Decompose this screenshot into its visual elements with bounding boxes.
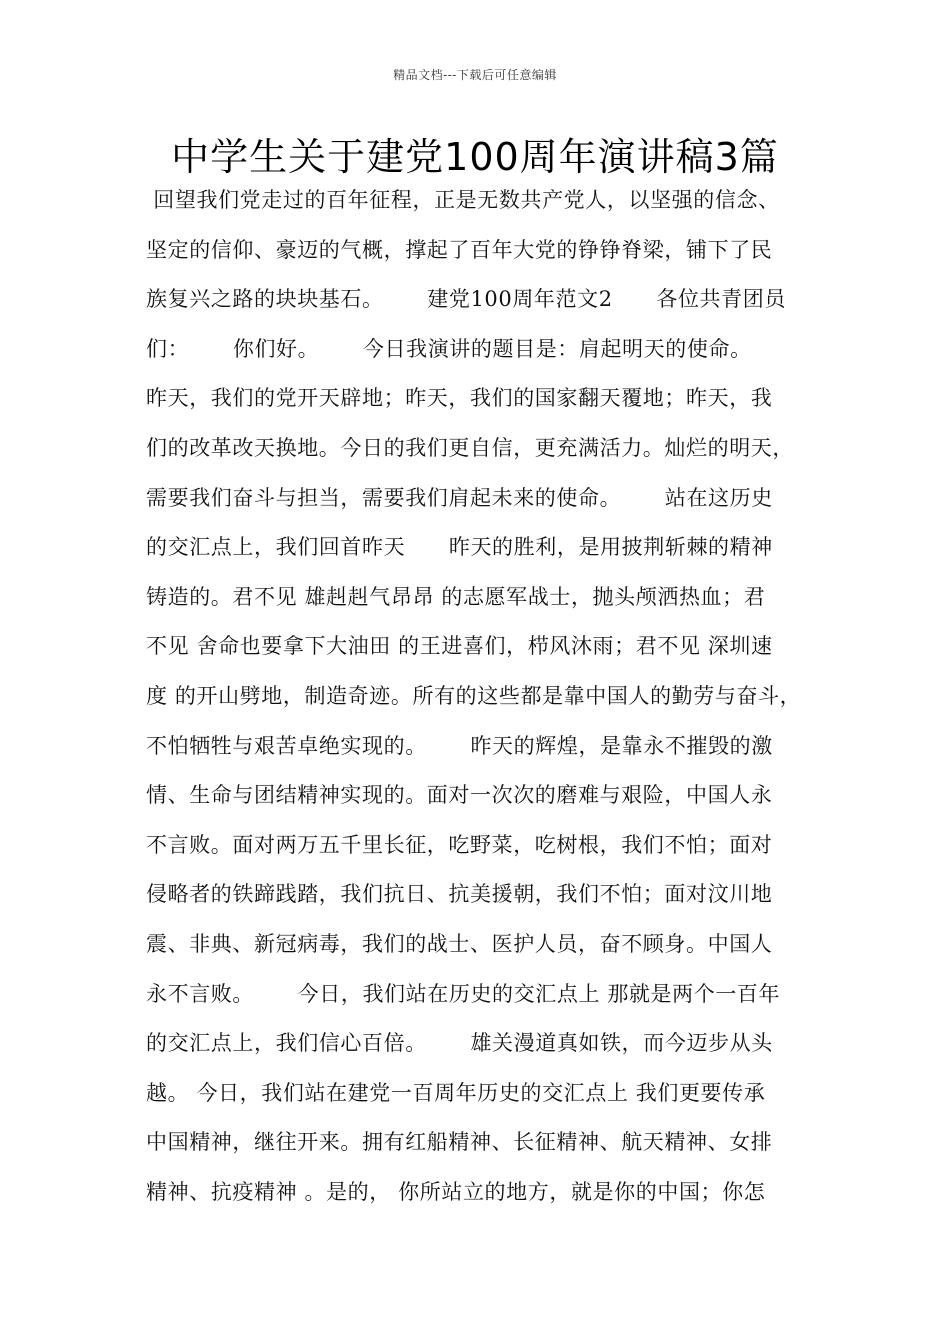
body-line: 族复兴之路的块块基石。 建党100周年范文2 各位共青团员	[146, 287, 786, 312]
body-line: 侵略者的铁蹄践踏，我们抗日、抗美援朝，我们不怕；面对汶川地	[146, 882, 773, 907]
body-line: 坚定的信仰、豪迈的气概，撑起了百年大党的铮铮脊梁，铺下了民	[146, 237, 773, 262]
body-line: 情、生命与团结精神实现的。面对一次次的磨难与艰险，中国人永	[146, 783, 773, 808]
body-line: 度 的开山劈地，制造奇迹。所有的这些都是靠中国人的勤劳与奋斗，	[146, 683, 802, 708]
body-line: 需要我们奋斗与担当，需要我们肩起未来的使命。 站在这历史	[146, 485, 773, 510]
document-body	[146, 176, 826, 1217]
body-line: 震、非典、新冠病毒，我们的战士、医护人员，奋不顾身。中国人	[146, 931, 773, 956]
body-line: 们： 你们好。 今日我演讲的题目是：肩起明天的使命。	[146, 336, 752, 361]
document-title: 中学生关于建党100周年演讲稿3篇	[171, 135, 779, 179]
body-line: 精神、抗疫精神 。是的， 你所站立的地方，就是你的中国；你怎	[146, 1179, 766, 1204]
body-line: 回望我们党走过的百年征程，正是无数共产党人，以坚强的信念、	[146, 188, 780, 212]
body-line: 的交汇点上，我们信心百倍。 雄关漫道真如铁，而今迈步从头	[146, 1031, 773, 1056]
body-line: 永不言败。 今日，我们站在历史的交汇点上 那就是两个一百年	[146, 981, 781, 1006]
page-header: 精品文档---下载后可任意编辑	[393, 68, 557, 82]
body-line: 们的改革改天换地。今日的我们更自信，更充满活力。灿烂的明天，	[146, 435, 794, 460]
body-line: 不见 舍命也要拿下大油田 的王进喜们，栉风沐雨；君不见 深圳速	[146, 634, 773, 659]
body-line: 不怕牺牲与艰苦卓绝实现的。 昨天的辉煌，是靠永不摧毁的激	[146, 733, 773, 758]
body-line: 铸造的。君不见 雄赳赳气昂昂 的志愿军战士，抛头颅洒热血；君	[146, 584, 766, 609]
body-line: 越。 今日，我们站在建党一百周年历史的交汇点上 我们更要传承	[146, 1080, 766, 1105]
body-line: 中国精神，继往开来。拥有红船精神、长征精神、航天精神、女排	[146, 1130, 773, 1155]
body-line: 不言败。面对两万五千里长征，吃野菜，吃树根，我们不怕；面对	[146, 832, 773, 857]
body-line: 的交汇点上，我们回首昨天 昨天的胜利，是用披荆斩棘的精神	[146, 535, 773, 560]
body-line: 昨天，我们的党开天辟地；昨天，我们的国家翻天覆地；昨天，我	[146, 386, 773, 411]
